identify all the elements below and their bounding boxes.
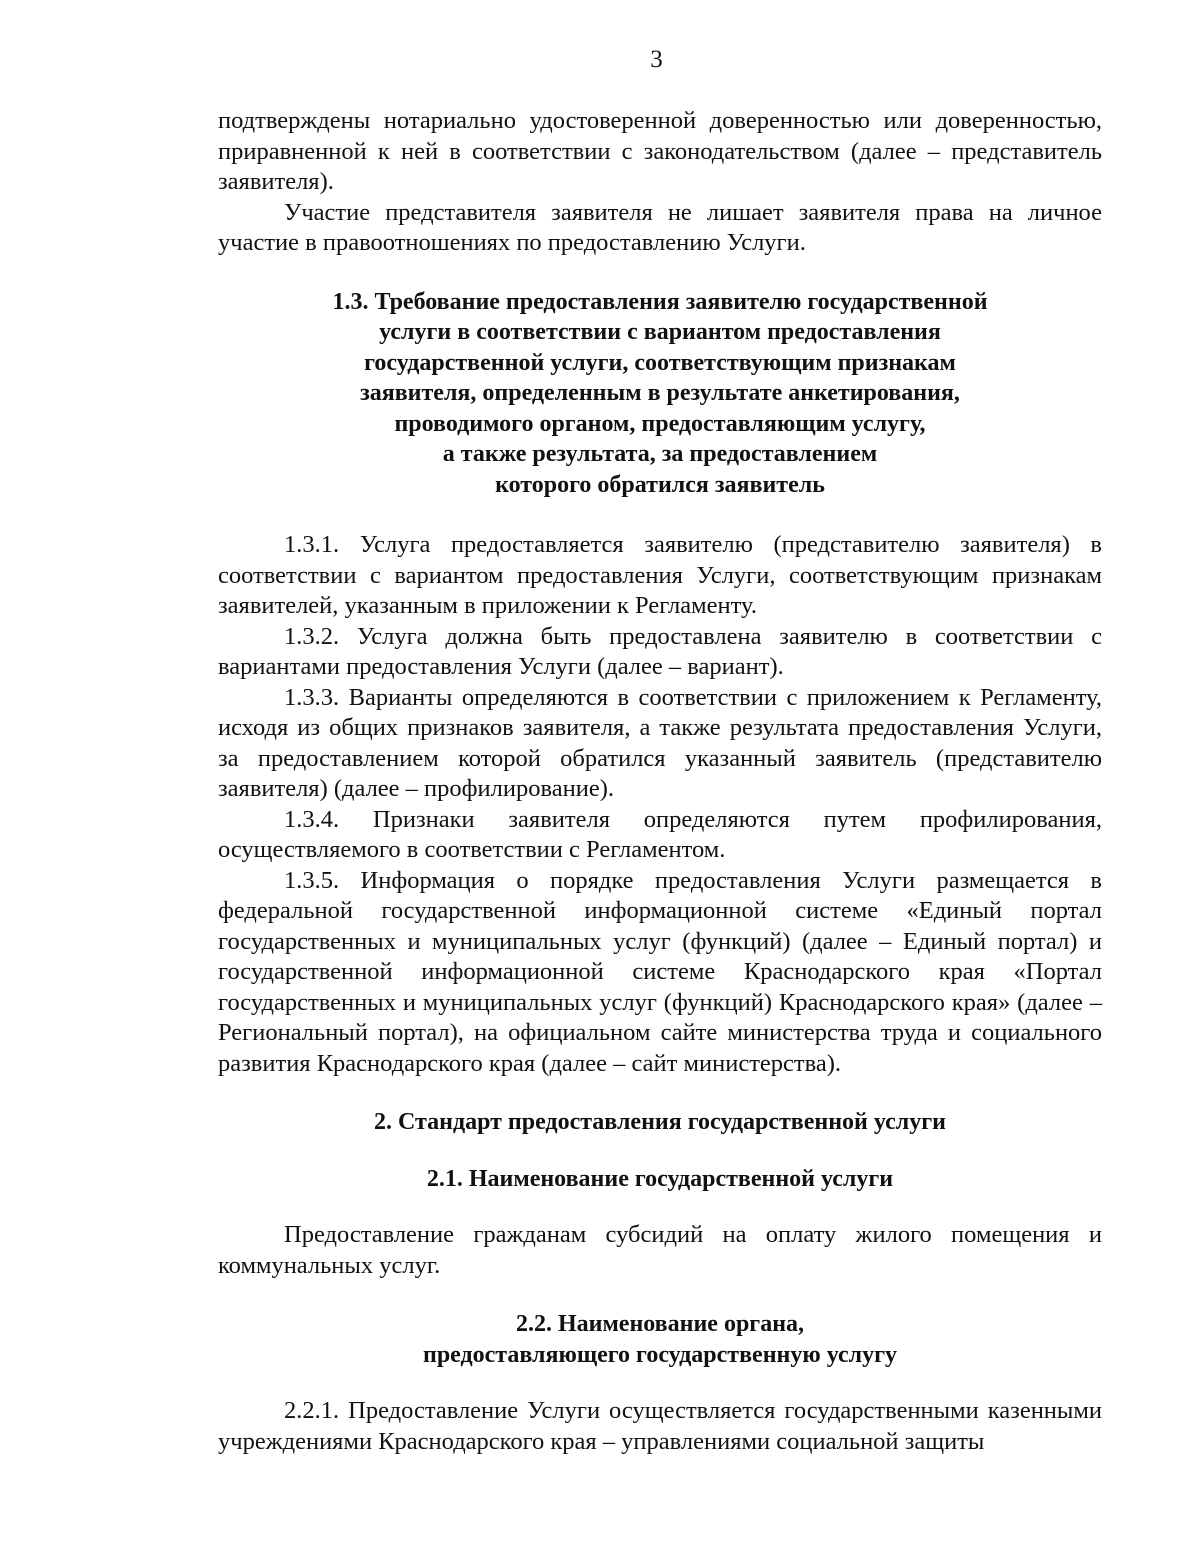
section-2-heading: 2. Стандарт предоставления государственной услуги [374, 1109, 946, 1135]
section-1-3-heading [218, 287, 1102, 501]
heading-line: заявителя, определенным в результате анкетирования, [360, 380, 960, 406]
paragraph-1-3-1: 1.3.1. Услуга предоставляется заявителю (представителю заявителя) в соответствии с вариантом предоставления Услуги, соответствующим признакам заявителей, указанным в приложении к Регламенту. [218, 531, 1102, 619]
heading-line: 1.3. Требование предоставления заявителю государственной [332, 288, 988, 315]
heading-line: проводимого органом, предоставляющим услугу, [394, 410, 926, 437]
heading-line: а также результата, за предоставлением [442, 441, 878, 467]
intro-paragraph-1: подтверждены нотариально удостоверенной доверенностью или доверенностью, приравненной к ней в соответствии с законодательством (далее – представитель заявителя). [218, 107, 1102, 195]
paragraph-2-2-1: 2.2.1. Предоставление Услуги осуществляется государственными казенными учреждениями Краснодарского края – управлениями социальной защиты [218, 1397, 1102, 1455]
paragraph-2-1: Предоставление гражданам субсидий на оплату жилого помещения и коммунальных услуг. [218, 1221, 1102, 1279]
paragraph-1-3-3: 1.3.3. Варианты определяются в соответствии с приложением к Регламенту, исходя из общих признаков заявителя, а также результата предоставления Услуги, за предоставлением которой обратился указанный заявитель (представителю заявителя) (далее – профилирование). [218, 683, 1102, 802]
section-2-2-heading [218, 1309, 1102, 1370]
paragraph-1-3-5: 1.3.5. Информация о порядке предоставления Услуги размещается в федеральной государственной информационной системе «Единый портал государственных и муниципальных услуг (функций) (далее – Единый портал) и государственной информационной системе Краснодарского края «Портал государственных и муниципальных услуг (функций) Краснодарского края» (далее – Региональный портал), на официальном сайте министерства труда и социального развития Краснодарского края (далее – сайт министерства). [218, 866, 1102, 1077]
heading-line: предоставляющего государственную услугу [423, 1341, 897, 1368]
page-number: 3 [650, 46, 663, 73]
intro-paragraph-2: Участие представителя заявителя не лишает заявителя права на личное участие в правоотношениях по предоставлению Услуги. [218, 198, 1102, 256]
heading-line: государственной услуги, соответствующим признакам [364, 349, 956, 376]
heading-line: которого обратился заявитель [495, 471, 825, 498]
section-2-1-heading: 2.1. Наименование государственной услуги [426, 1165, 894, 1192]
heading-line: услуги в соответствии с вариантом предоставления [379, 319, 941, 345]
document-body [218, 106, 1102, 1457]
paragraph-1-3-2: 1.3.2. Услуга должна быть предоставлена заявителю в соответствии с вариантами предоставления Услуги (далее – вариант). [218, 622, 1102, 680]
paragraph-1-3-4: 1.3.4. Признаки заявителя определяются путем профилирования, осуществляемого в соответствии с Регламентом. [218, 805, 1102, 863]
heading-line: 2.2. Наименование органа, [515, 1311, 805, 1337]
